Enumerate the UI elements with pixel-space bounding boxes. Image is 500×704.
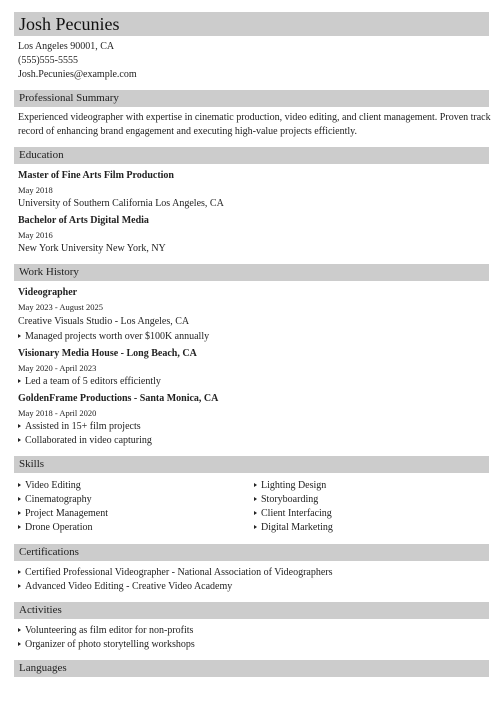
bullet-icon bbox=[18, 334, 21, 338]
list-item: Organizer of photo storytelling workshops bbox=[18, 638, 195, 652]
summary-line-1: Experienced videographer with expertise in cinematic production, video editing, and client management. Proven track bbox=[18, 112, 491, 123]
work-section-header bbox=[14, 264, 489, 281]
list-item: Storyboarding bbox=[254, 493, 318, 507]
bullet-icon bbox=[254, 511, 257, 515]
list-item: Led a team of 5 editors efficiently bbox=[18, 375, 161, 389]
bullet-icon bbox=[18, 483, 21, 487]
list-item: Drone Operation bbox=[18, 521, 92, 535]
education-degree: Master of Fine Arts Film Production bbox=[18, 170, 174, 181]
list-item: Advanced Video Editing - Creative Video Academy bbox=[18, 580, 232, 594]
summary-line-2: record of enhancing brand engagement and executing high-value projects efficiently. bbox=[18, 126, 358, 137]
bullet-icon bbox=[18, 511, 21, 515]
name-header bbox=[14, 12, 489, 36]
activities-title: Activities bbox=[19, 604, 62, 616]
list-item: Cinematography bbox=[18, 493, 92, 507]
list-item: Project Management bbox=[18, 507, 108, 521]
education-school: New York University New York, NY bbox=[18, 243, 166, 254]
bullet-icon bbox=[18, 570, 21, 574]
work-title: Work History bbox=[19, 266, 79, 278]
education-section-header bbox=[14, 147, 489, 164]
list-item: Collaborated in video capturing bbox=[18, 434, 152, 448]
list-item: Client Interfacing bbox=[254, 507, 332, 521]
contact-address: Los Angeles 90001, CA bbox=[18, 41, 115, 52]
list-item: Digital Marketing bbox=[254, 521, 333, 535]
education-date: May 2018 bbox=[18, 185, 53, 195]
candidate-name: Josh Pecunies bbox=[19, 14, 120, 34]
list-item: Video Editing bbox=[18, 479, 81, 493]
list-item: Certified Professional Videographer - National Association of Videographers bbox=[18, 566, 333, 580]
skills-section-header bbox=[14, 456, 489, 473]
list-item: Managed projects worth over $100K annually bbox=[18, 330, 209, 344]
list-item: Lighting Design bbox=[254, 479, 326, 493]
bullet-icon bbox=[18, 525, 21, 529]
contact-email[interactable]: Josh.Pecunies@example.com bbox=[18, 69, 137, 80]
list-item: Volunteering as film editor for non-profits bbox=[18, 624, 193, 638]
activities-section-header bbox=[14, 602, 489, 619]
job-title: Visionary Media House - Long Beach, CA bbox=[18, 348, 197, 359]
job-dates: May 2020 - April 2023 bbox=[18, 363, 97, 373]
bullet-icon bbox=[18, 628, 21, 632]
certifications-section-header bbox=[14, 544, 489, 561]
education-school: University of Southern California Los Angeles, CA bbox=[18, 198, 224, 209]
summary-title: Professional Summary bbox=[19, 92, 119, 104]
list-item: Assisted in 15+ film projects bbox=[18, 420, 141, 434]
contact-phone: (555)555-5555 bbox=[18, 55, 78, 66]
job-dates: May 2018 - April 2020 bbox=[18, 408, 97, 418]
bullet-icon bbox=[18, 642, 21, 646]
education-title: Education bbox=[19, 149, 64, 161]
bullet-icon bbox=[254, 525, 257, 529]
bullet-icon bbox=[254, 497, 257, 501]
job-company: Creative Visuals Studio - Los Angeles, CA bbox=[18, 316, 190, 327]
languages-title: Languages bbox=[19, 662, 67, 674]
job-title: Videographer bbox=[18, 287, 78, 298]
bullet-icon bbox=[18, 497, 21, 501]
job-title: GoldenFrame Productions - Santa Monica, CA bbox=[18, 393, 219, 404]
bullet-icon bbox=[18, 438, 21, 442]
bullet-icon bbox=[18, 379, 21, 383]
education-degree: Bachelor of Arts Digital Media bbox=[18, 215, 149, 226]
languages-section-header bbox=[14, 660, 489, 677]
bullet-icon bbox=[254, 483, 257, 487]
education-date: May 2016 bbox=[18, 230, 53, 240]
bullet-icon bbox=[18, 424, 21, 428]
bullet-icon bbox=[18, 584, 21, 588]
certifications-title: Certifications bbox=[19, 546, 79, 558]
skills-title: Skills bbox=[19, 458, 45, 470]
job-dates: May 2023 - August 2025 bbox=[18, 302, 103, 312]
summary-section-header bbox=[14, 90, 489, 107]
